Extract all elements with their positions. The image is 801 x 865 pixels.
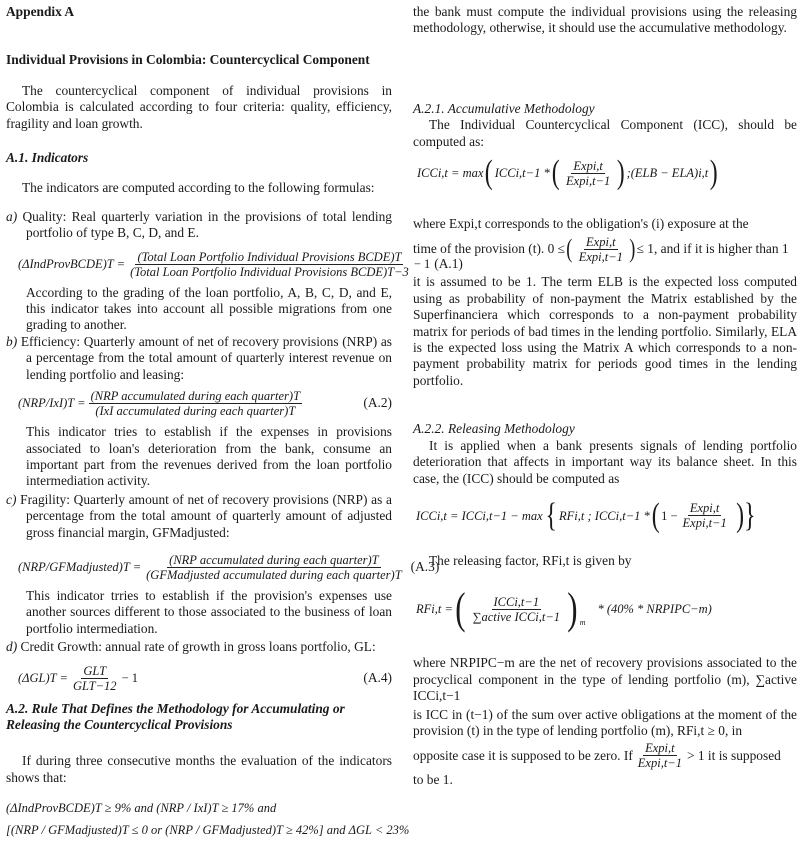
item-text: Quality: Real quarterly variation in the provisions of total lending portfolio of type B, C, D, and E.	[22, 208, 392, 241]
eq-subscript: m	[579, 617, 586, 627]
eq-lhs: (ΔIndProvBCDE)T =	[18, 256, 126, 271]
equation-a1	[6, 249, 463, 279]
eq-number: (A.4)	[363, 669, 392, 685]
eq-term: ;(ELB − ELA)i,t	[626, 165, 709, 180]
equation-a4	[6, 664, 392, 693]
eq-lhs: RFi,t =	[416, 602, 453, 617]
item-fragility	[6, 492, 392, 541]
eq-lhs: (NRP/GFMadjusted)T =	[18, 560, 142, 575]
text: > 1 it is supposed	[686, 747, 781, 763]
a22-text: It is applied when a bank presents signals of lending portfolio deterioration that affects in important way its balance sheet. In this case, the (ICC) should be computed as	[413, 437, 797, 486]
eq-denominator: (GFMadjusted accumulated during each quarter)T	[146, 567, 402, 582]
where-nrp-line1: where NRPIPC−m are the net of recovery provisions associated to the procyclical component in the type of lending portfolio (m), ∑active ICCi,t−1	[413, 655, 797, 704]
eq-numerator: Expi,t	[573, 158, 603, 173]
a21-where-line1: where Expi,t corresponds to the obligation's (i) exposure at the	[413, 216, 749, 232]
eq-term: RFi,t ; ICCi,t−1 *	[559, 508, 650, 523]
where-nrp-line4: to be 1.	[413, 772, 453, 788]
where-nrp-line2: is ICC in (t−1) of the sum over active obligations at the moment of the provision (t) in the type of lending portfolio (m), RFi,t ≥ 0, in	[413, 706, 797, 738]
item-label: c)	[6, 491, 17, 507]
eq-lhs: ICCi,t = max	[417, 165, 484, 180]
item-text: Credit Growth: annual rate of growth in gross loans portfolio, GL:	[20, 639, 376, 655]
section-title: Individual Provisions in Colombia: Countercyclical Component	[6, 52, 370, 68]
item-text: Efficiency: Quarterly amount of net of recovery provisions (NRP) as a percentage from the total amount of quarterly interest revenue on lending portfolio and leasing:	[20, 333, 392, 382]
equation-rf: RFi,t = ( $\frac{\text{ICCi,t−1}}{\text{∑active ICCi,t−1}}$ ) $_m$ * (40% * NRPIPC−m)	[416, 584, 712, 634]
item-label: d)	[6, 639, 18, 655]
eq-denominator: (IxI accumulated during each quarter)T	[95, 404, 296, 419]
eq-number: (A.3)	[410, 559, 440, 575]
heading-a21: A.2.1. Accumulative Methodology	[413, 100, 595, 116]
eq-tail: − 1	[413, 256, 431, 271]
eq-numerator: (Total Loan Portfolio Individual Provisions BCDE)T	[137, 249, 402, 264]
equation-icc-releasing: ICCi,t = ICCi,t−1 − max { RFi,t ; ICCi,t−1 * ( 1 − $\frac{\text{Expi,t}}{\text{Expi,t−1}}$ )}	[416, 496, 756, 534]
eq-numerator: Expi,t	[645, 741, 675, 756]
heading-a1: A.1. Indicators	[6, 150, 89, 166]
eq-numerator: (NRP accumulated during each quarter)T	[90, 389, 301, 404]
eq-lhs: (ΔGL)T =	[18, 670, 68, 685]
rule-conclusion: the bank must compute the individual provisions using the releasing methodology, otherwise, it should use the accumulative methodology.	[413, 4, 797, 36]
item-label: a)	[6, 208, 18, 224]
equation-a2	[6, 389, 392, 418]
a21-where-line2: time of the provision (t). 0 ≤ ( $\frac{\text{Expi,t}}{\text{Expi,t−1}}$ ) ≤ 1, and if it is higher than 1	[413, 234, 789, 264]
eq-number: (A.2)	[363, 395, 392, 411]
where-nrp-line3	[413, 741, 797, 770]
eq-numerator: (NRP accumulated during each quarter)T	[169, 552, 379, 567]
eq-lhs: ICCi,t = ICCi,t−1 − max	[416, 508, 543, 523]
item-efficiency	[6, 334, 392, 383]
efficiency-note: This indicator tries to establish if the expenses in provisions associated to loan's deterioration from the bank, consume an important part from the revenues derived from the loan portfolio intermediation activity.	[26, 424, 392, 489]
eq-term: * (40% * NRPIPC−m)	[597, 602, 712, 617]
appendix-label: Appendix A	[6, 4, 75, 19]
quality-note: According to the grading of the loan portfolio, A, B, C, D, and E, this indicator takes into account all possible migrations from one grading to another.	[26, 284, 392, 333]
eq-numerator: Expi,t	[586, 234, 616, 249]
eq-denominator: GLT−12	[72, 678, 117, 693]
eq-numerator: Expi,t	[689, 501, 720, 516]
eq-denominator: Expi,t−1	[637, 756, 682, 771]
eq-denominator: Expi,t−1	[682, 516, 727, 531]
item-text: Fragility: Quarterly amount of net of recovery provisions (NRP) as a percentage from the total amount of quarterly amount of adjusted gross financial margin, GFMadjusted:	[20, 491, 392, 540]
item-label: b)	[6, 333, 18, 349]
condition-line-2: [(NRP / GFMadjusted)T ≤ 0 or (NRP / GFMadjusted)T ≥ 42%] and ΔGL < 23%	[6, 822, 410, 837]
eq-term: ICCi,t−1 *	[494, 165, 550, 180]
heading-a22: A.2.2. Releasing Methodology	[413, 421, 575, 437]
equation-icc-accumulative: ICCi,t = max ( ICCi,t−1 * ( $\frac{\text{Expi,t}}{\text{Expi,t−1}}$ ) ;(ELB − ELA)i,t )	[417, 154, 718, 192]
text: opposite case it is supposed to be zero. If	[413, 747, 633, 763]
item-quality	[6, 209, 392, 242]
text: ≤ 1, and if it is higher than 1	[636, 241, 789, 257]
eq-numerator: ICCi,t−1	[493, 594, 540, 609]
a1-intro: The indicators are computed according to the following formulas:	[22, 180, 375, 196]
equation-a3	[6, 552, 440, 582]
condition-line-1: (ΔIndProvBCDE)T ≥ 9% and (NRP / IxI)T ≥ 17% and	[6, 801, 277, 816]
eq-denominator: ∑active ICCi,t−1	[472, 609, 561, 624]
eq-denominator: Expi,t−1	[578, 249, 623, 264]
a21-text: The Individual Countercyclical Component (ICC), should be computed as:	[413, 117, 797, 149]
heading-a2: A.2. Rule That Defines the Methodology for Accumulating or Releasing the Countercyclical Provisions	[6, 700, 345, 732]
eq-lhs: (NRP/IxI)T =	[18, 396, 86, 411]
eq-term: 1 −	[661, 508, 678, 523]
eq-tail: − 1	[121, 670, 138, 685]
rf-intro: The releasing factor, RFi,t is given by	[429, 552, 632, 568]
item-credit-growth	[6, 639, 392, 655]
intro-paragraph: The countercyclical component of individual provisions in Colombia is calculated according to four criteria: quality, efficiency, fragility and loan growth.	[6, 82, 392, 131]
eq-numerator: GLT	[83, 663, 107, 678]
fragility-note: This indicator trries to establish if the provision's expenses use another sources different to those associated to the business of loan portfolio intermediation.	[26, 587, 392, 636]
eq-number: (A.1)	[434, 255, 463, 271]
text: time of the provision (t). 0 ≤	[413, 241, 566, 257]
right-column	[413, 4, 797, 789]
eq-denominator: Expi,t−1	[566, 173, 611, 188]
a21-where-rest: it is assumed to be 1. The term ELB is the expected loss computed using as probability of non-payment the Matrix established by the Superfinanciera which corresponds to a non-payment probability matrix for periods of bad times in the lending portfolio. Similarly, ELA is the expected loss using the Matrix A which corresponds to a non-payment probability matrix for periods good times in the lending portfolio.	[413, 274, 797, 388]
eq-denominator: (Total Loan Portfolio Individual Provisions BCDE)T−3	[130, 264, 409, 279]
a2-intro: If during three consecutive months the evaluation of the indicators shows that:	[6, 753, 392, 785]
